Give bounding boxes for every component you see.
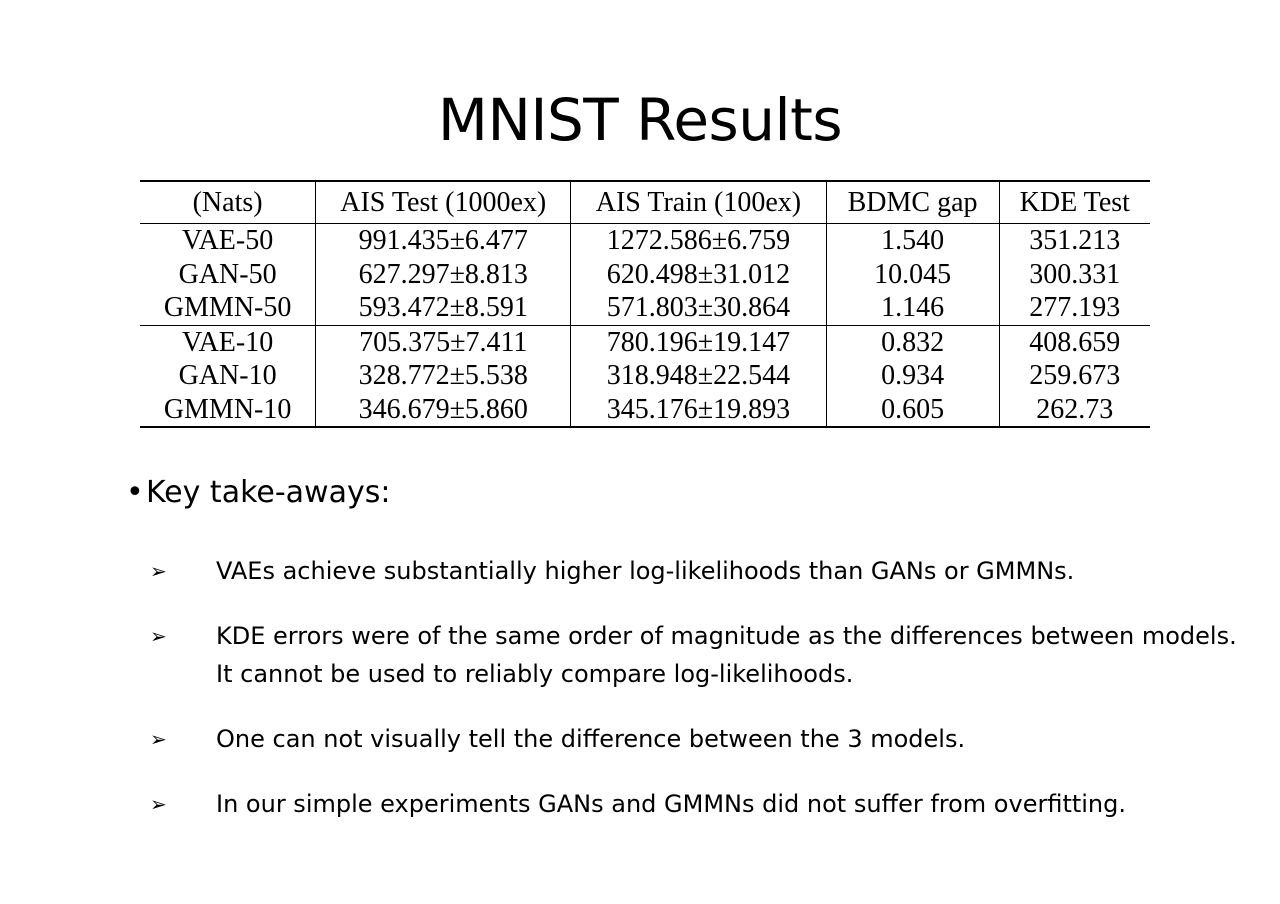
ais-train-value: 318.948±22.544 [571,359,826,393]
ais-train-value: 620.498±31.012 [571,258,826,292]
header-kde-test: KDE Test [999,181,1150,224]
header-ais-train: AIS Train (100ex) [571,181,826,224]
ais-train-value: 571.803±30.864 [571,291,826,325]
list-item-text: One can not visually tell the difference between the 3 models. [216,725,966,753]
ais-test-value: 991.435±6.477 [316,224,571,258]
bullet-icon: • [126,475,144,510]
header-bdmc-gap: BDMC gap [826,181,999,224]
bdmc-gap-value: 1.540 [826,224,999,258]
bdmc-gap-value: 10.045 [826,258,999,292]
slide-title: MNIST Results [437,86,843,154]
ais-test-value: 627.297±8.813 [316,258,571,292]
model-name: GMMN-50 [163,292,292,324]
bdmc-gap-value: 1.146 [826,291,999,325]
ais-test-value: 593.472±8.591 [316,291,571,325]
table-row [140,224,1150,258]
table-group-50 [140,224,1150,326]
arrow-bullet-icon: ➢ [150,559,167,583]
bdmc-gap-value: 0.934 [826,359,999,393]
table-row [140,359,1150,393]
results-table [140,180,1150,428]
kde-test-value: 262.73 [999,393,1150,428]
table-row [140,393,1150,428]
model-name: VAE-10 [140,325,316,359]
table-header-row [140,181,1150,224]
bdmc-gap-value: 0.605 [826,393,999,428]
kde-test-value: 300.331 [999,258,1150,292]
ais-test-value: 346.679±5.860 [316,393,571,428]
ais-train-value: 780.196±19.147 [571,325,826,359]
list-item-text: In our simple experiments GANs and GMMNs did not suffer from overfitting. [216,790,1127,818]
list-item [150,552,1260,590]
list-item-text: VAEs achieve substantially higher log-likelihoods than GANs or GMMNs. [216,557,1075,585]
takeaways-heading-text: Key take-aways: [146,475,391,510]
ais-test-value: 705.375±7.411 [316,325,571,359]
arrow-bullet-icon: ➢ [150,727,167,751]
ais-test-value: 328.772±5.538 [316,359,571,393]
list-item-text: KDE errors were of the same order of magnitude as the differences between models. It cannot be used to reliably compare log-likelihoods. [216,622,1237,688]
ais-train-value: 345.176±19.893 [571,393,826,428]
table-row [140,325,1150,359]
takeaways-list [150,552,1260,850]
model-name: VAE-50 [181,225,274,257]
header-nats: (Nats) [192,186,263,218]
arrow-bullet-icon: ➢ [150,792,167,816]
table-row [140,258,1150,292]
list-item [150,785,1260,823]
takeaways-heading [126,472,390,514]
table-group-10 [140,325,1150,427]
bdmc-gap-value: 0.832 [826,325,999,359]
list-item [150,617,1260,693]
table-row [140,291,1150,325]
table-header [140,181,1150,224]
header-ais-test: AIS Test (1000ex) [316,181,571,224]
arrow-bullet-icon: ➢ [150,624,167,648]
model-name: GAN-10 [178,360,277,392]
list-item [150,720,1260,758]
kde-test-value: 351.213 [999,224,1150,258]
model-name: GMMN-10 [140,393,316,428]
kde-test-value: 259.673 [999,359,1150,393]
kde-test-value: 408.659 [999,325,1150,359]
ais-train-value: 1272.586±6.759 [571,224,826,258]
kde-test-value: 277.193 [999,291,1150,325]
model-name: GAN-50 [178,258,277,290]
